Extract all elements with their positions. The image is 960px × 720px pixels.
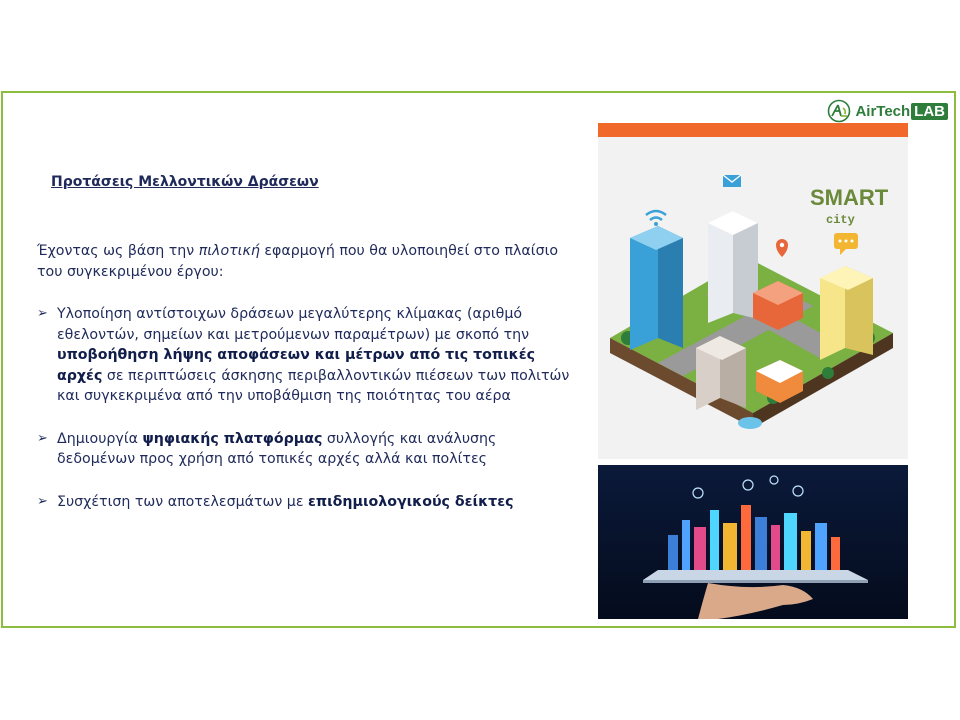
intro-paragraph: Έχοντας ως βάση την πιλοτική εφαρμογή που θα υλοποιηθεί στο πλαίσιο του συγκεκριμένου έργου:: [37, 243, 559, 280]
bullet-item: ➢ Δημιουργία ψηφιακής πλατφόρμας συλλογής και ανάλυσης δεδομένων προς χρήση από τοπικές αρχές αλλά και πολίτες: [37, 429, 577, 470]
smart-text: SMART: [810, 185, 889, 210]
airtech-leaf-icon: [827, 99, 851, 123]
smart-city-illustration: [598, 123, 908, 459]
slide-title: Προτάσεις Μελλοντικών Δράσεων: [51, 174, 319, 190]
airtech-logo: [827, 99, 948, 123]
arrow-bullet-icon: ➢: [37, 430, 48, 446]
digital-city-hand-illustration: [598, 465, 908, 619]
arrow-bullet-icon: ➢: [37, 306, 48, 321]
city-text: city: [826, 213, 855, 227]
bullet-item: ➢ Συσχέτιση των αποτελεσμάτων με επιδημιολογικούς δείκτες: [37, 492, 577, 513]
arrow-bullet-icon: ➢: [37, 493, 48, 509]
bullet-item: ➢ Υλοποίηση αντίστοιχων δράσεων μεγαλύτερης κλίμακας (αριθμό εθελοντών, σημείων και μετρούμενων παραμέτρων) με σκοπό την υποβοήθηση λήψης αποφάσεων και μέτρων από τις τοπικές αρχές σε περιπτώσεις άσκησης περιβαλλοντικών πιέσεων των πολιτών και συγκεκριμένα από την υποβάθμιση της ποιότητας του αέρα: [37, 304, 577, 407]
slide-frame: [1, 91, 956, 628]
body-text: [37, 241, 577, 534]
logo-text: AirTech LAB: [855, 103, 948, 120]
mail-icon: [723, 175, 741, 187]
